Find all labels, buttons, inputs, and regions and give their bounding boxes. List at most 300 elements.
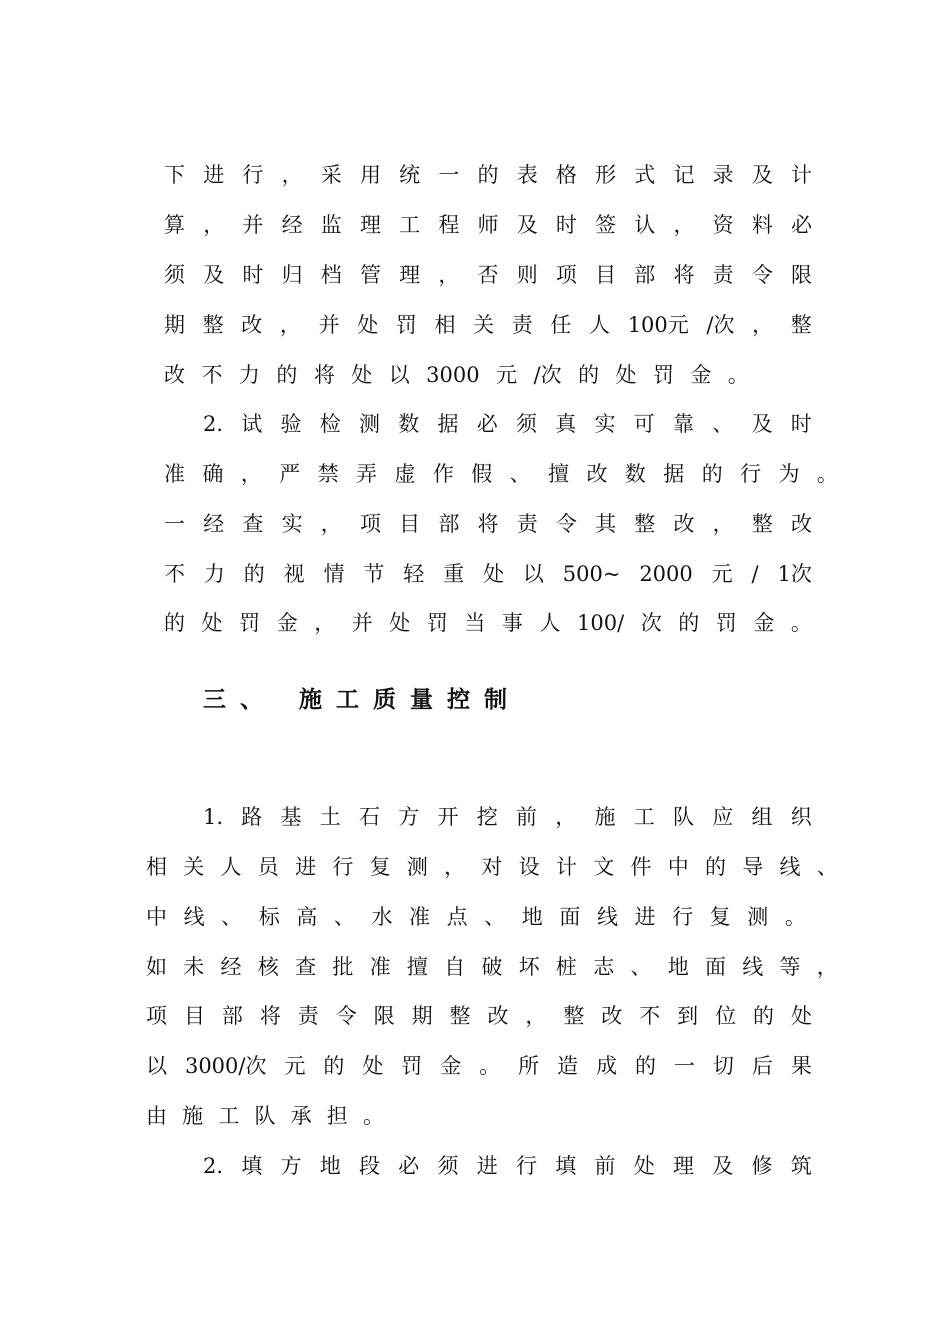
line-token: 将	[673, 263, 695, 287]
line-token: 地	[667, 955, 689, 979]
line-token: 准	[409, 905, 431, 929]
line-token: 限	[791, 263, 812, 287]
line-token: 令	[751, 263, 773, 287]
line-token: 统	[399, 163, 421, 187]
line-token: 料	[751, 213, 773, 237]
line-token: 情	[323, 562, 345, 586]
line-token: 实	[281, 512, 303, 536]
line-token: 关	[473, 313, 495, 337]
line-token: 行	[332, 855, 354, 879]
line-token: 以	[146, 1054, 167, 1078]
line-token: 不	[201, 363, 223, 387]
line-token: ，	[444, 855, 466, 879]
line-text	[146, 1003, 812, 1029]
line-token: 认	[634, 213, 656, 237]
line-token: 项	[555, 263, 577, 287]
line-token: 及	[203, 263, 225, 287]
line-token: 下	[164, 163, 185, 187]
line-token: 改	[673, 512, 695, 536]
line-token: 应	[712, 805, 734, 829]
line-token: 如	[146, 955, 167, 979]
text-line	[203, 1153, 812, 1179]
line-token: 队	[673, 805, 695, 829]
line-token: 、	[484, 905, 506, 929]
line-token: 目	[399, 512, 421, 536]
line-token: 责	[712, 263, 734, 287]
line-token: 导	[742, 855, 764, 879]
line-token: 3000/次	[184, 1054, 267, 1078]
line-token: 施	[182, 1104, 204, 1128]
line-token: 、	[221, 905, 243, 929]
text-line	[146, 1003, 812, 1029]
line-token: 作	[432, 462, 454, 486]
line-token: 自	[444, 955, 466, 979]
line-token: 核	[257, 955, 279, 979]
line-token: 目	[183, 1004, 205, 1028]
line-token: 时	[242, 263, 264, 287]
line-token: 的	[701, 462, 723, 486]
line-token: 禁	[317, 462, 339, 486]
line-token: 改	[791, 512, 812, 536]
line-token: 破	[481, 955, 503, 979]
line-token: 金	[440, 1054, 462, 1078]
line-token: 。	[727, 363, 749, 387]
line-token: ，	[438, 263, 460, 287]
line-token: 填	[555, 1154, 577, 1178]
line-token: 2000	[639, 562, 693, 586]
line-token: 计	[555, 855, 577, 879]
line-token: 。	[362, 1104, 384, 1128]
line-token: 、	[816, 855, 838, 879]
line-token: 桩	[555, 955, 577, 979]
line-token: 方	[398, 805, 420, 829]
line-token: 。	[784, 905, 806, 929]
line-token: 改	[487, 1004, 509, 1028]
line-token: 验	[280, 412, 302, 436]
line-token: 施	[594, 805, 616, 829]
line-token: 责	[511, 313, 533, 337]
line-token: 程	[438, 213, 460, 237]
line-token: 并	[242, 213, 264, 237]
line-token: 工	[633, 805, 655, 829]
line-token: 的	[276, 363, 298, 387]
line-token: 元	[284, 1054, 306, 1078]
line-text	[146, 904, 806, 930]
line-token: 整	[634, 512, 656, 536]
line-token: 式	[634, 163, 656, 187]
line-token: 工	[399, 213, 421, 237]
line-token: 方	[280, 1154, 302, 1178]
line-token: 路	[241, 805, 263, 829]
line-token: 真	[555, 412, 577, 436]
line-token: 行	[242, 163, 264, 187]
line-token: 水	[371, 905, 393, 929]
text-line	[164, 461, 838, 487]
line-token: 查	[295, 955, 317, 979]
line-token: ，	[525, 1004, 547, 1028]
line-token: 时	[555, 213, 577, 237]
line-token: 部	[634, 263, 656, 287]
line-token: 整	[790, 313, 812, 337]
line-token: 件	[630, 855, 652, 879]
line-token: 标	[258, 905, 280, 929]
line-token: 。	[816, 462, 838, 486]
line-token: 线	[779, 855, 801, 879]
text-line	[146, 1103, 384, 1129]
line-token: 组	[751, 805, 773, 829]
line-token: 线	[183, 905, 205, 929]
line-token: ，	[240, 462, 262, 486]
line-token: 复	[369, 855, 391, 879]
line-token: 用	[359, 163, 381, 187]
line-token: 的	[477, 163, 499, 187]
line-token: 线	[596, 905, 618, 929]
line-token: 测	[359, 412, 381, 436]
line-token: 计	[791, 163, 812, 187]
line-token: 及	[751, 163, 773, 187]
line-token: 行	[516, 1154, 538, 1178]
line-token: 其	[595, 512, 617, 536]
line-text	[203, 411, 812, 437]
line-token: 当	[464, 611, 486, 635]
line-token: 准	[164, 462, 185, 486]
line-token: 必	[791, 213, 812, 237]
line-token: 、	[333, 905, 355, 929]
text-line	[164, 362, 749, 388]
line-token: ，	[712, 512, 734, 536]
line-token: 弄	[356, 462, 378, 486]
line-token: 未	[183, 955, 205, 979]
line-token: 及	[516, 213, 538, 237]
line-token: 批	[332, 955, 354, 979]
line-token: 改	[241, 313, 263, 337]
line-token: 否	[477, 263, 499, 287]
line-token: 土	[319, 805, 341, 829]
line-token: 文	[593, 855, 615, 879]
line-token: 织	[790, 805, 812, 829]
line-token: 处	[351, 363, 373, 387]
line-token: 格	[555, 163, 577, 187]
line-token: 所	[518, 1054, 540, 1078]
line-text	[164, 162, 812, 188]
line-token: 坏	[518, 955, 540, 979]
line-token: 录	[712, 163, 734, 187]
line-token: 面	[704, 955, 726, 979]
line-token: 石	[359, 805, 381, 829]
line-token: 实	[594, 412, 616, 436]
line-token: 处	[633, 1154, 655, 1178]
line-token: 关	[183, 855, 205, 879]
line-token: 将	[313, 363, 335, 387]
line-token: 地	[521, 905, 543, 929]
line-token: 金	[753, 611, 775, 635]
line-token: 监	[320, 213, 342, 237]
line-token: 进	[476, 1154, 498, 1178]
line-token: 须	[516, 412, 538, 436]
line-token: ，	[555, 805, 577, 829]
line-token: 师	[477, 213, 499, 237]
line-token: 500~	[562, 562, 621, 586]
line-token: 理	[673, 1154, 695, 1178]
line-token: 目	[595, 263, 617, 287]
line-token: 一	[164, 512, 185, 536]
line-token: 中	[146, 905, 167, 929]
line-token: 一	[438, 163, 460, 187]
line-token: 理	[399, 263, 421, 287]
line-token: 改	[601, 1004, 623, 1028]
line-token: 相	[434, 313, 456, 337]
line-token: 试	[241, 412, 263, 436]
line-token: 员	[257, 855, 279, 879]
line-token: 靠	[673, 412, 695, 436]
line-token: 经	[203, 512, 225, 536]
line-token: 擅	[406, 955, 428, 979]
line-token: 将	[259, 1004, 281, 1028]
line-token: 并	[351, 611, 373, 635]
line-token: 处	[615, 363, 637, 387]
line-token: 。	[790, 611, 812, 635]
line-token: 资	[712, 213, 734, 237]
line-token: 复	[709, 905, 731, 929]
line-token: 造	[557, 1054, 579, 1078]
text-line	[146, 904, 806, 930]
line-token: 修	[751, 1154, 773, 1178]
line-token: 档	[320, 263, 342, 287]
line-token: 对	[481, 855, 503, 879]
line-token: 节	[363, 562, 385, 586]
line-token: 成	[596, 1054, 618, 1078]
line-token: 填	[241, 1154, 263, 1178]
line-token: 3000	[426, 363, 480, 387]
line-token: 到	[677, 1004, 699, 1028]
line-token: 责	[297, 1004, 319, 1028]
line-token: 工	[218, 1104, 240, 1128]
line-token: 人	[539, 611, 561, 635]
line-token: 理	[359, 213, 381, 237]
line-token: 点	[446, 905, 468, 929]
line-token: ，	[314, 611, 336, 635]
line-token: 面	[559, 905, 581, 929]
line-token: 段	[359, 1154, 381, 1178]
text-line	[164, 561, 812, 587]
line-token: 据	[437, 412, 459, 436]
line-token: 形	[595, 163, 617, 187]
line-token: 人	[589, 313, 611, 337]
line-token: 元	[711, 562, 733, 586]
line-token: ，	[673, 213, 695, 237]
line-text	[203, 1153, 812, 1179]
line-token: 事	[501, 611, 523, 635]
line-token: 2.	[203, 1154, 224, 1178]
line-token: 签	[595, 213, 617, 237]
line-text	[164, 511, 812, 537]
text-line	[164, 162, 812, 188]
line-token: 责	[516, 512, 538, 536]
line-token: 表	[516, 163, 538, 187]
line-token: 项	[359, 512, 381, 536]
line-token: 限	[373, 1004, 395, 1028]
line-token: 进	[203, 163, 225, 187]
line-token: ，	[203, 213, 225, 237]
text-line	[203, 411, 812, 437]
line-token: 罚	[652, 363, 674, 387]
line-token: 确	[202, 462, 224, 486]
line-text	[146, 954, 838, 980]
line-token: 管	[359, 263, 381, 287]
line-token: 元	[496, 363, 518, 387]
line-token: 的	[323, 1054, 345, 1078]
line-token: 擅	[548, 462, 570, 486]
line-text	[146, 1053, 812, 1079]
line-text	[164, 362, 749, 388]
line-token: 行	[672, 905, 694, 929]
line-token: 测	[406, 855, 428, 879]
text-line	[164, 312, 812, 338]
line-token: 任	[550, 313, 572, 337]
line-token: 视	[283, 562, 305, 586]
line-token: 必	[398, 1154, 420, 1178]
text-line	[146, 854, 838, 880]
line-token: 改	[164, 363, 185, 387]
line-token: 罚	[239, 611, 261, 635]
line-token: 一	[673, 1054, 695, 1078]
line-token: 查	[242, 512, 264, 536]
line-token: 的	[578, 363, 600, 387]
line-token: 高	[296, 905, 318, 929]
line-token: 不	[164, 562, 185, 586]
line-token: 地	[319, 1154, 341, 1178]
line-token: 算	[164, 213, 185, 237]
line-token: ，	[752, 313, 774, 337]
line-token: 、	[509, 462, 531, 486]
line-token: 1次	[777, 562, 812, 586]
line-token: 处	[201, 611, 223, 635]
line-token: 前	[594, 1154, 616, 1178]
line-token: 据	[663, 462, 685, 486]
line-token: 为	[778, 462, 800, 486]
line-token: 将	[477, 512, 499, 536]
line-text	[164, 561, 812, 587]
line-token: 整	[751, 512, 773, 536]
line-token: 准	[369, 955, 391, 979]
line-token: 人	[220, 855, 242, 879]
line-token: 处	[790, 1004, 812, 1028]
line-token: 测	[747, 905, 769, 929]
line-token: 。	[479, 1054, 501, 1078]
line-token: 等	[779, 955, 801, 979]
line-token: 采	[320, 163, 342, 187]
line-token: 经	[281, 213, 303, 237]
line-token: 记	[673, 163, 695, 187]
line-token: 1.	[203, 805, 224, 829]
line-token: 归	[281, 263, 303, 287]
line-token: 的	[753, 1004, 774, 1028]
line-token: 由	[146, 1104, 167, 1128]
line-text	[164, 262, 812, 288]
line-token: 以	[388, 363, 410, 387]
line-token: 2.	[203, 412, 224, 436]
line-token: 、	[630, 955, 652, 979]
line-token: 挖	[476, 805, 498, 829]
line-token: 力	[238, 363, 260, 387]
line-token: 不	[639, 1004, 661, 1028]
text-line	[164, 511, 812, 537]
text-line	[203, 804, 812, 830]
line-token: 部	[221, 1004, 243, 1028]
line-token: 100元	[627, 313, 689, 337]
line-token: 令	[335, 1004, 357, 1028]
line-token: 的	[678, 611, 700, 635]
line-text	[164, 610, 812, 636]
line-token: 须	[164, 263, 185, 287]
line-token: 担	[326, 1104, 348, 1128]
line-token: 的	[243, 562, 265, 586]
line-token: ，	[320, 512, 342, 536]
text-line	[164, 262, 812, 288]
line-token: 必	[476, 412, 498, 436]
line-token: 的	[704, 855, 726, 879]
line-token: 进	[634, 905, 656, 929]
line-token: 设	[518, 855, 540, 879]
line-token: 时	[790, 412, 812, 436]
line-token: 罚	[715, 611, 737, 635]
line-token: 整	[202, 313, 224, 337]
line-token: 行	[740, 462, 762, 486]
line-token: 后	[751, 1054, 773, 1078]
line-token: 并	[318, 313, 340, 337]
line-token: 整	[449, 1004, 471, 1028]
line-token: 处	[362, 1054, 384, 1078]
line-token: 假	[471, 462, 493, 486]
line-token: 果	[790, 1054, 812, 1078]
line-token: /次	[533, 363, 562, 387]
line-token: 队	[254, 1104, 276, 1128]
section-heading: 三、 施工质量控制	[203, 687, 522, 713]
line-token: 须	[437, 1154, 459, 1178]
line-token: 及	[712, 1154, 734, 1178]
text-line	[146, 1053, 812, 1079]
line-token: 切	[712, 1054, 734, 1078]
line-token: 严	[279, 462, 301, 486]
line-token: 的	[164, 611, 185, 635]
line-token: 金	[276, 611, 298, 635]
text-line	[146, 954, 838, 980]
line-token: 、	[712, 412, 734, 436]
line-token: 以	[522, 562, 544, 586]
line-text	[164, 461, 838, 487]
line-token: 则	[516, 263, 538, 287]
line-token: 前	[516, 805, 538, 829]
line-token: 中	[667, 855, 689, 879]
line-token: 数	[398, 412, 420, 436]
text-line	[164, 212, 812, 238]
line-token: 进	[295, 855, 317, 879]
line-token: 部	[438, 512, 460, 536]
line-token: 重	[443, 562, 465, 586]
line-token: 志	[593, 955, 615, 979]
line-token: 处	[483, 562, 504, 586]
line-token: 整	[563, 1004, 585, 1028]
line-token: 及	[751, 412, 773, 436]
line-token: 相	[146, 855, 167, 879]
line-text	[203, 804, 812, 830]
line-token: 处	[389, 611, 411, 635]
line-token: ，	[281, 163, 303, 187]
line-token: 改	[586, 462, 608, 486]
line-token: 项	[146, 1004, 167, 1028]
line-text	[164, 312, 812, 338]
line-token: 的	[635, 1054, 657, 1078]
